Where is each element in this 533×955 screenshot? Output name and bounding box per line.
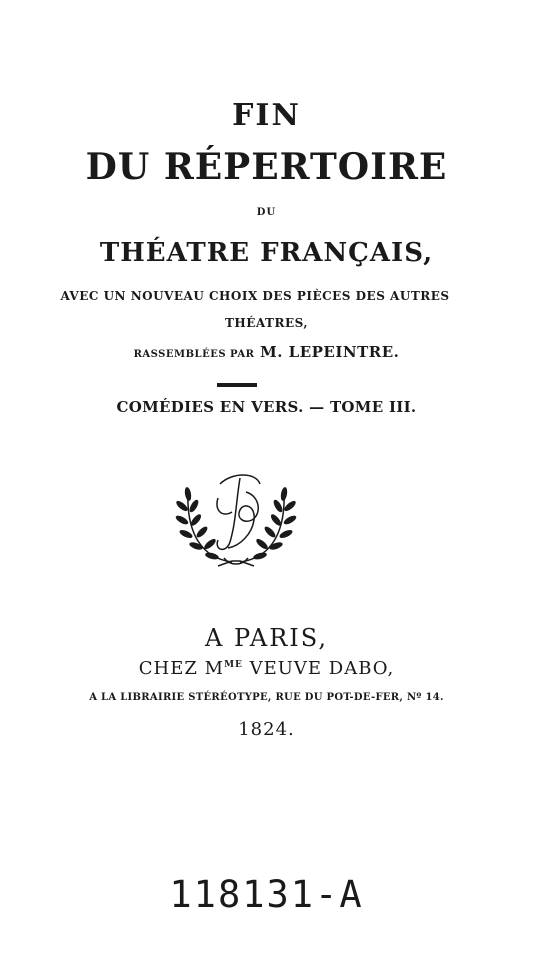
subtitle-line-1: AVEC UN NOUVEAU CHOIX DES PIÈCES DES AUTRES (60, 289, 450, 303)
compiled-by-name: M. LEPEINTRE. (260, 343, 400, 361)
call-number-stamp: 118131-A (169, 873, 364, 916)
publisher-superscript: ME (224, 660, 243, 670)
imprint-year: 1824. (238, 719, 295, 740)
compiled-by-prefix: RASSEMBLÉES PAR (133, 349, 255, 360)
title-line-theatre: THÉATRE FRANÇAIS, (99, 238, 434, 268)
publisher-prefix: CHEZ M (138, 658, 225, 679)
title-line-du: DU (256, 207, 277, 218)
imprint-publisher (0, 658, 533, 679)
title-line-fin: FIN (232, 98, 301, 133)
divider-rule (217, 383, 257, 387)
imprint-city: A PARIS, (204, 624, 328, 652)
imprint-address: A LA LIBRAIRIE STÉRÉOTYPE, RUE DU POT-DE-FER, Nº 14. (89, 692, 444, 703)
publisher-name: VEUVE DABO, (249, 658, 395, 679)
title-line-repertoire: DU RÉPERTOIRE (85, 146, 448, 188)
laurel-wreath-monogram-icon (174, 462, 298, 570)
subtitle-line-2: THÉATRES, (224, 316, 309, 330)
volume-info: COMÉDIES EN VERS. — TOME III. (116, 398, 417, 416)
compiled-by (0, 343, 533, 361)
